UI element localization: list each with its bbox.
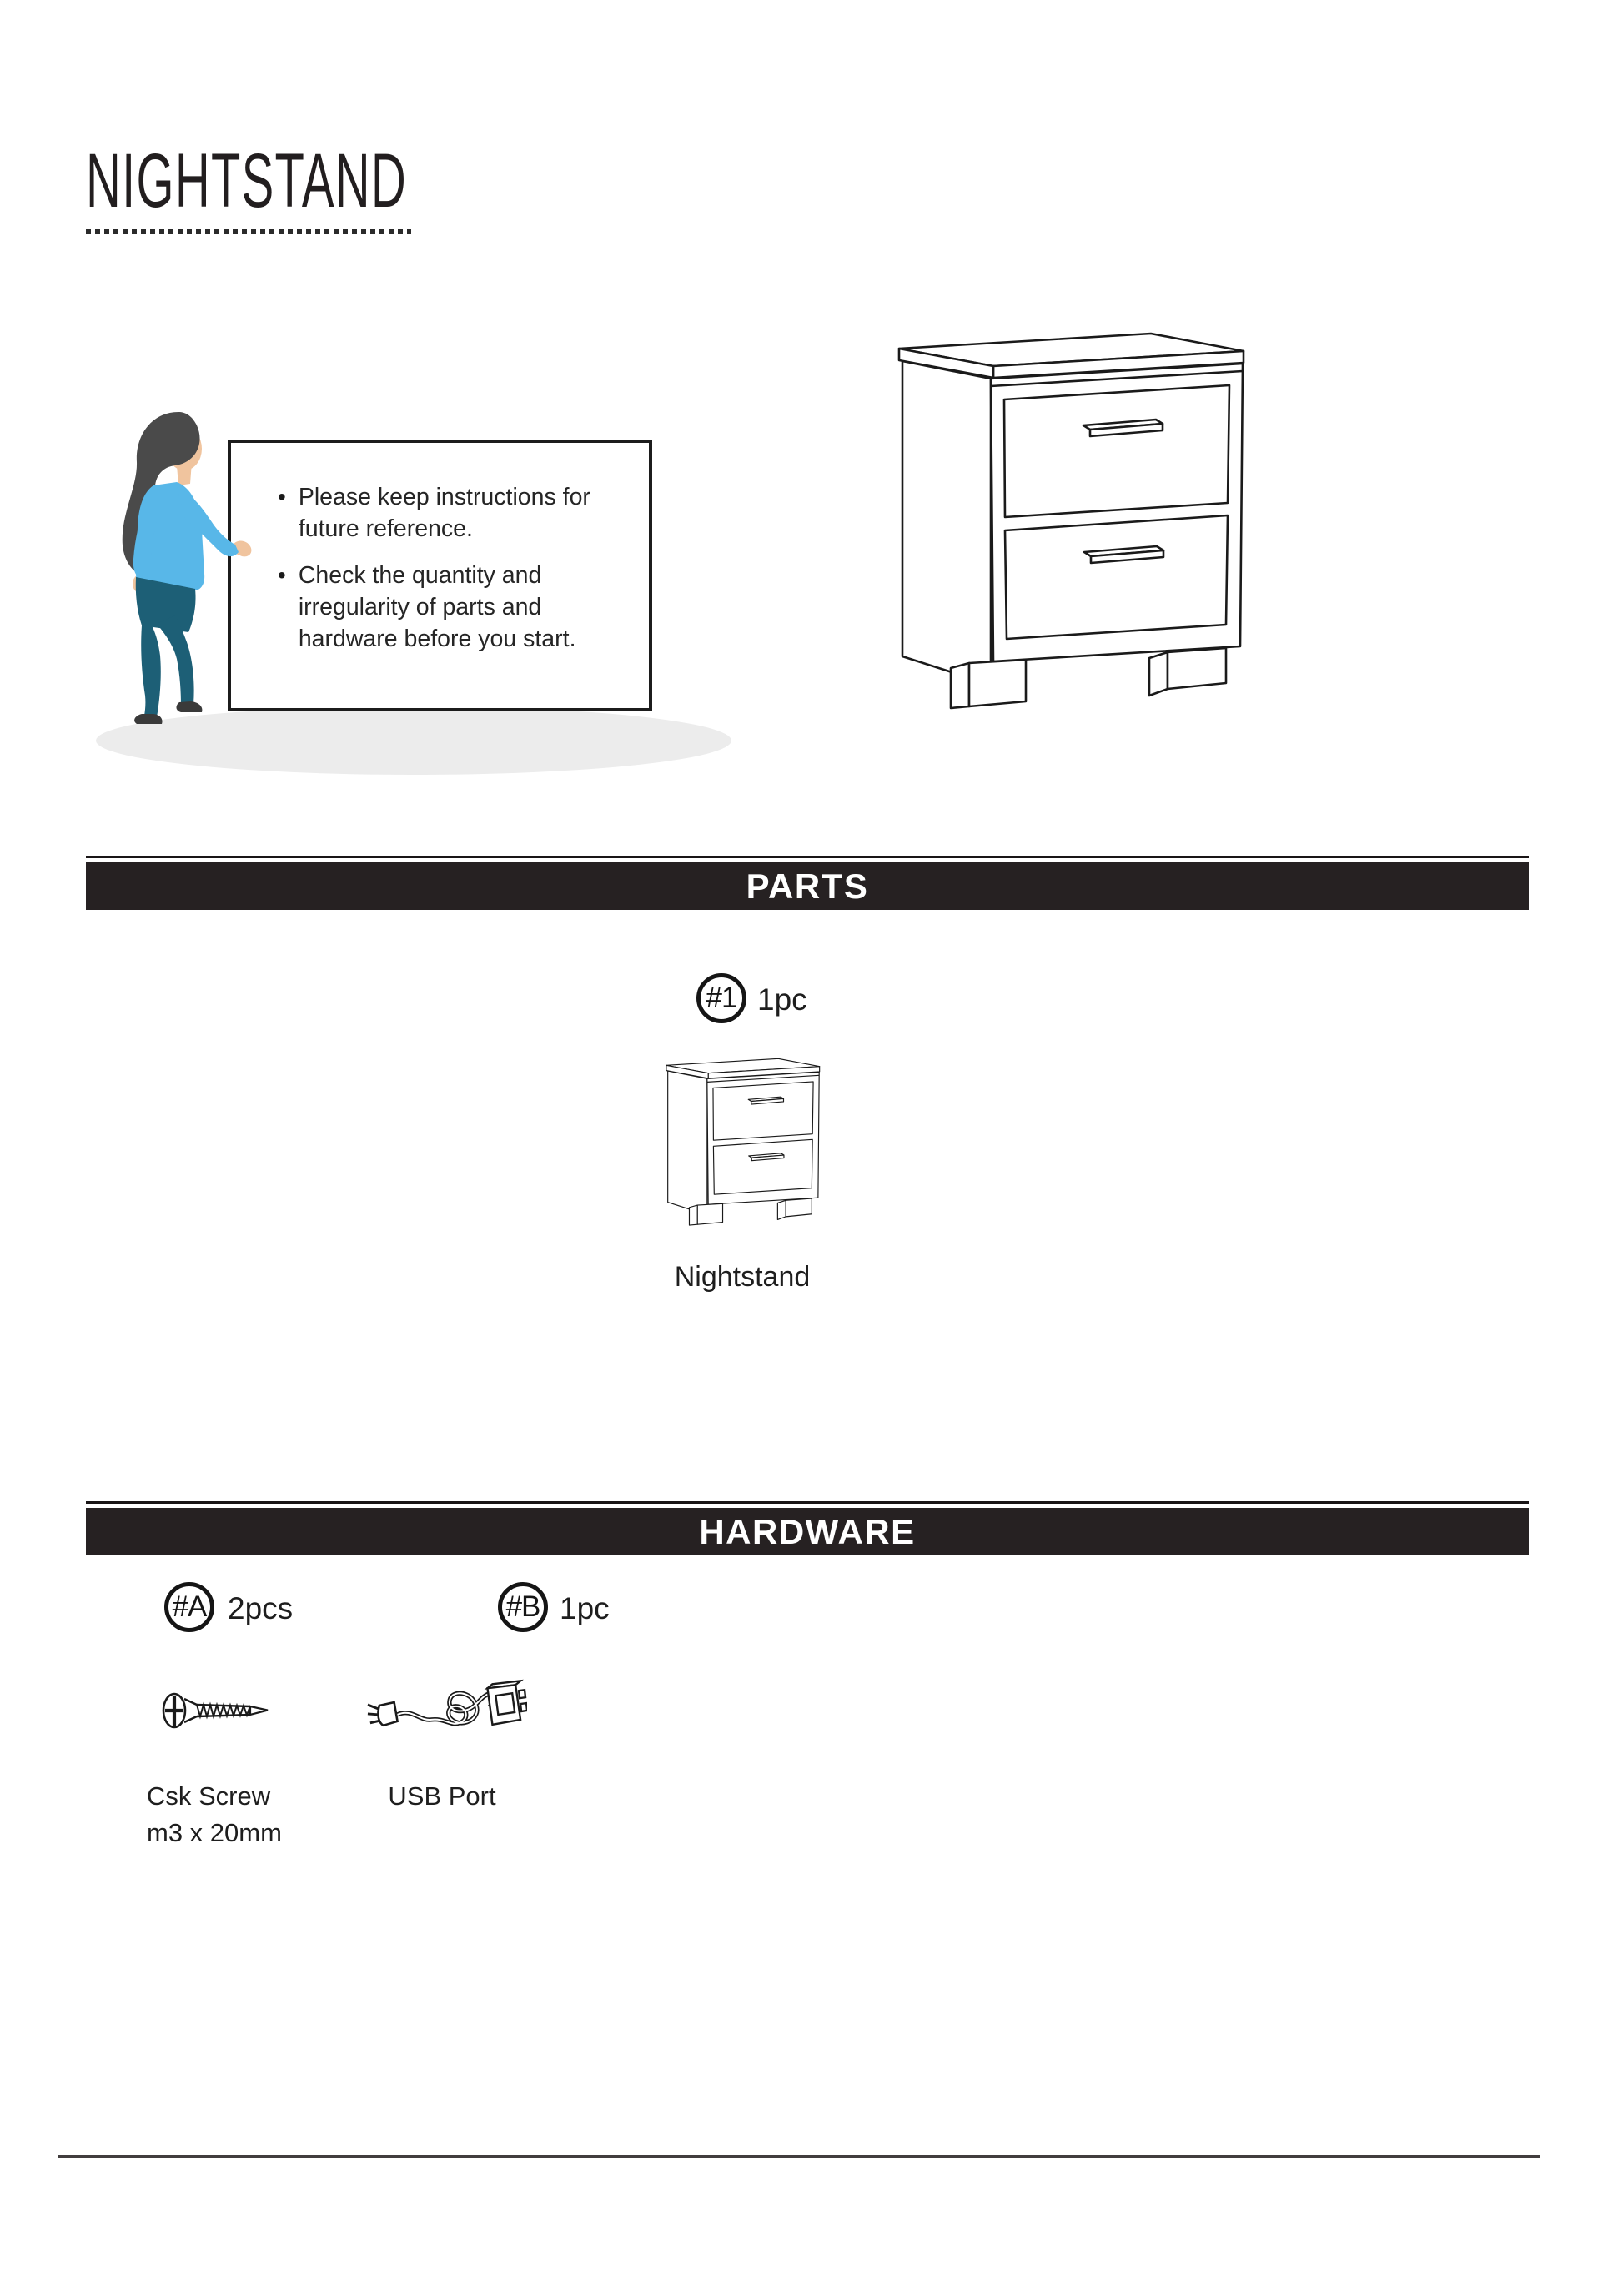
hardware-b-id-label: #B: [505, 1590, 540, 1623]
parts-section-banner: [86, 856, 1529, 910]
nightstand-diagram: [897, 331, 1246, 710]
hardware-a-spec: m3 x 20mm: [147, 1818, 282, 1847]
bullet-icon: •: [278, 484, 286, 510]
part-qty: 1pc: [757, 982, 807, 1017]
hardware-banner-bar: [86, 1508, 1529, 1555]
part-name-label: Nightstand: [674, 1261, 811, 1293]
note-item: [278, 560, 632, 655]
hardware-a-badge: [164, 1582, 214, 1632]
note-text: Please keep instructions for future reference.: [298, 484, 590, 542]
note-item: [278, 481, 632, 545]
part-id-label: #1: [706, 982, 737, 1014]
footer-divider: [58, 2155, 1540, 2158]
woman-illustration: [98, 405, 265, 739]
note-text: Check the quantity and irregularity of parts and hardware before you start.: [298, 562, 576, 652]
hardware-a-id-label: #A: [172, 1590, 207, 1623]
hardware-a-qty: 2pcs: [228, 1591, 294, 1625]
usb-port-icon: [362, 1678, 527, 1740]
hardware-b-badge: [498, 1582, 548, 1632]
page-title: NIGHTSTAND: [86, 138, 408, 224]
parts-banner-label: PARTS: [746, 866, 869, 906]
bullet-icon: •: [278, 562, 286, 588]
hardware-b-qty: 1pc: [560, 1591, 610, 1625]
hardware-section-banner: [86, 1501, 1529, 1555]
parts-banner-bar: [86, 862, 1529, 910]
notes-box: [228, 440, 652, 711]
part-nightstand-thumbnail: [666, 1058, 821, 1226]
hardware-banner-label: HARDWARE: [699, 1511, 916, 1551]
hardware-b-name: USB Port: [388, 1781, 496, 1811]
part-id-badge: [696, 973, 746, 1023]
csk-screw-icon: [162, 1691, 272, 1730]
hardware-a-name: Csk Screw: [147, 1781, 271, 1811]
title-dotted-underline: [86, 229, 411, 234]
